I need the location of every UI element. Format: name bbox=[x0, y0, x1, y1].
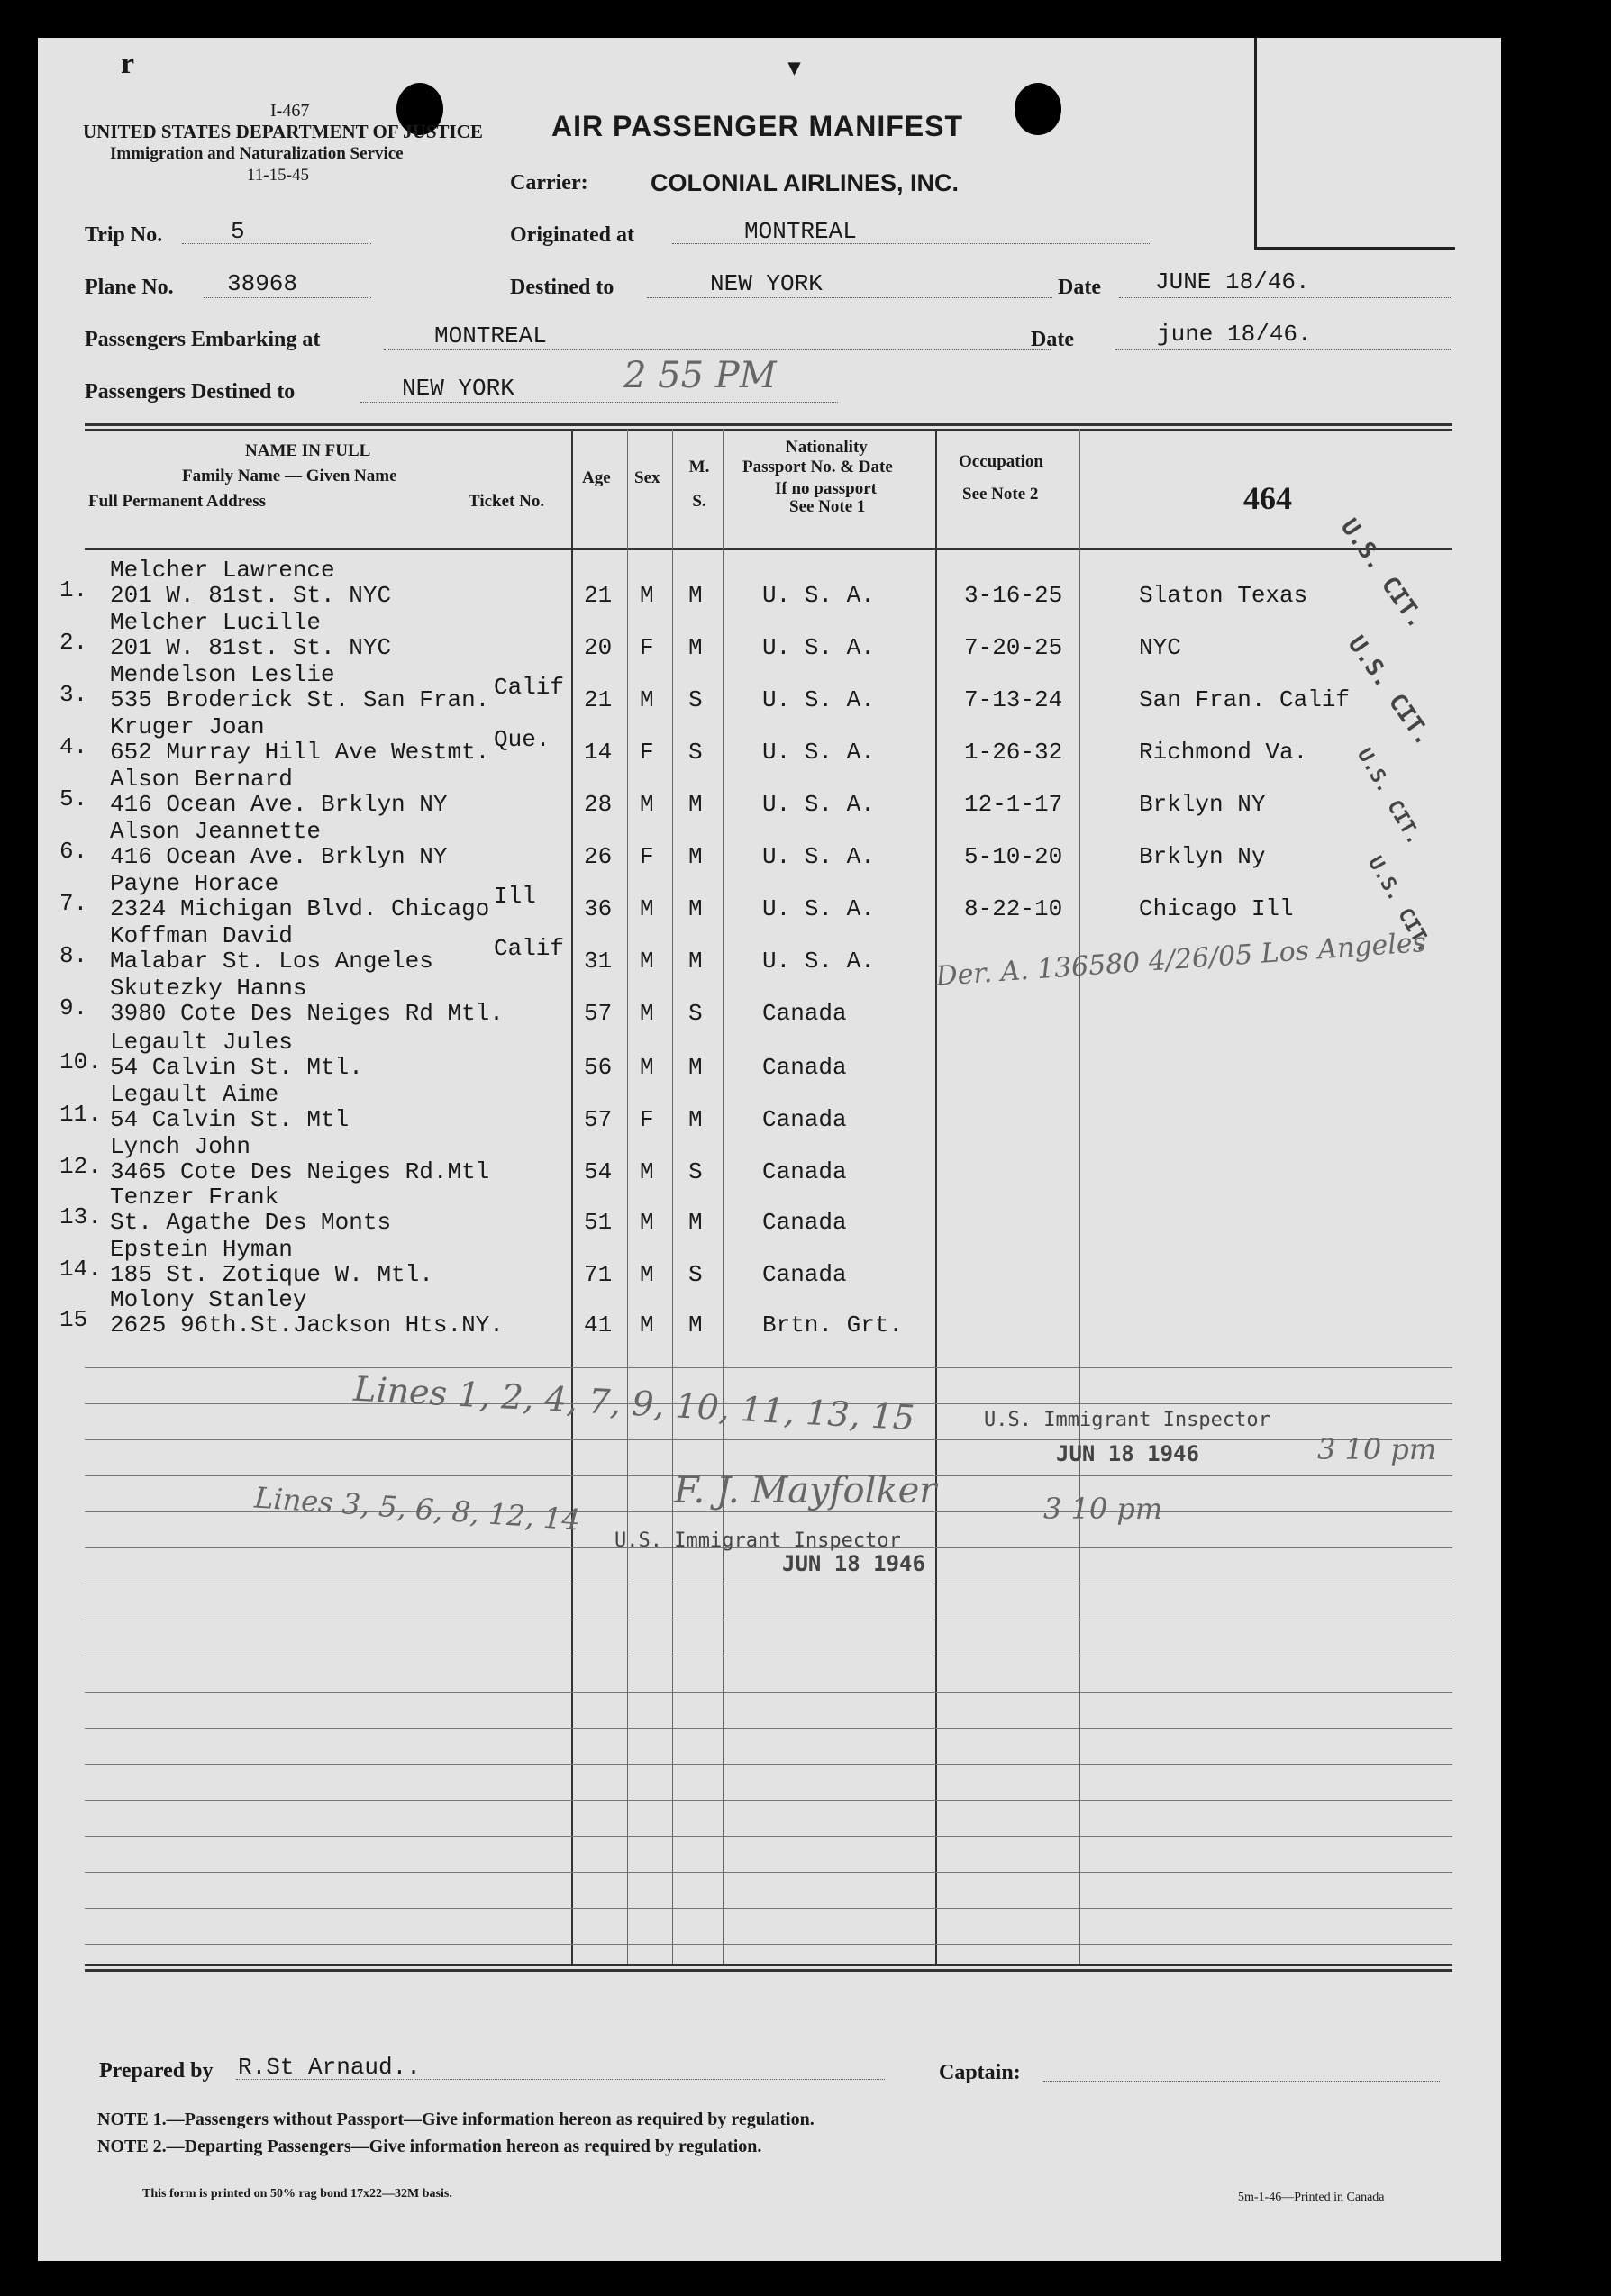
dest-pass-label: Passengers Destined to bbox=[85, 380, 296, 404]
passenger-address: 2324 Michigan Blvd. Chicago bbox=[110, 895, 490, 922]
passenger-marital: S bbox=[688, 686, 703, 713]
passenger-age: 56 bbox=[584, 1054, 613, 1081]
passenger-birth-date: 1-26-32 bbox=[964, 739, 1063, 766]
passenger-age: 54 bbox=[584, 1158, 613, 1185]
passenger-birth-place: Chicago Ill bbox=[1139, 895, 1294, 922]
date-value: JUNE 18/46. bbox=[1155, 268, 1310, 295]
dot-mark: ▾ bbox=[788, 54, 801, 80]
corner-mark: r bbox=[121, 47, 135, 80]
trip-label: Trip No. bbox=[85, 223, 163, 247]
row-number: 14. bbox=[59, 1256, 102, 1283]
form-date: 11-15-45 bbox=[247, 166, 309, 185]
passenger-sex: M bbox=[640, 791, 654, 818]
plane-value: 38968 bbox=[227, 270, 298, 297]
passenger-nationality: Canada bbox=[762, 1054, 847, 1081]
passenger-nationality: U. S. A. bbox=[762, 739, 875, 766]
passenger-address: 416 Ocean Ave. Brklyn NY bbox=[110, 843, 448, 870]
passenger-marital: M bbox=[688, 791, 703, 818]
passenger-birth-place: Brklyn NY bbox=[1139, 791, 1266, 818]
passenger-sex: M bbox=[640, 582, 654, 609]
passenger-nationality: U. S. A. bbox=[762, 895, 875, 922]
passenger-sex: M bbox=[640, 1311, 654, 1339]
passenger-age: 57 bbox=[584, 1000, 613, 1027]
note-2: NOTE 2.—Departing Passengers—Give information hereon as required by regulation. bbox=[97, 2137, 762, 2156]
passenger-marital: M bbox=[688, 634, 703, 661]
originated-label: Originated at bbox=[510, 223, 634, 247]
stamp-box bbox=[1254, 38, 1455, 250]
passenger-name: Skutezky Hanns bbox=[110, 975, 307, 1002]
ruled-line bbox=[85, 1692, 1452, 1693]
plane-label: Plane No. bbox=[85, 276, 174, 299]
passenger-nationality: Canada bbox=[762, 1106, 847, 1133]
destined-label: Destined to bbox=[510, 276, 614, 299]
passenger-age: 28 bbox=[584, 791, 613, 818]
passenger-marital: S bbox=[688, 1261, 703, 1288]
stamp-date-1: JUN 18 1946 bbox=[1056, 1441, 1199, 1466]
passenger-sex: M bbox=[640, 1209, 654, 1236]
passenger-nationality: U. S. A. bbox=[762, 582, 875, 609]
departure-time-note: 2 55 PM bbox=[623, 355, 777, 396]
row-number: 7. bbox=[59, 890, 88, 917]
row-number: 5. bbox=[59, 785, 88, 812]
manifest-page bbox=[38, 38, 1501, 2261]
col-name-h2: Family Name — Given Name bbox=[182, 467, 397, 486]
passenger-birth-date: 8-22-10 bbox=[964, 895, 1063, 922]
passenger-name: Mendelson Leslie bbox=[110, 661, 335, 688]
date-label: Date bbox=[1058, 276, 1101, 299]
passenger-age: 20 bbox=[584, 634, 613, 661]
passenger-birth-place: Brklyn Ny bbox=[1139, 843, 1266, 870]
prepared-label: Prepared by bbox=[99, 2059, 214, 2083]
passenger-state: Que. bbox=[494, 726, 551, 753]
page-number: 464 bbox=[1243, 480, 1292, 516]
passenger-state: Calif bbox=[494, 935, 565, 962]
passenger-name: Melcher Lucille bbox=[110, 609, 322, 636]
inspector-signature-2: F. J. Mayfolker bbox=[674, 1470, 937, 1511]
originated-value: MONTREAL bbox=[744, 218, 857, 245]
form-number: I-467 bbox=[270, 101, 310, 121]
passenger-sex: F bbox=[640, 739, 654, 766]
passenger-nationality: Brtn. Grt. bbox=[762, 1311, 904, 1339]
us-cit-stamp-1: U.S. CIT. bbox=[1334, 513, 1431, 634]
col-nat-3: If no passport bbox=[775, 479, 877, 498]
passenger-address: 3465 Cote Des Neiges Rd.Mtl bbox=[110, 1158, 490, 1185]
passenger-address: 185 St. Zotique W. Mtl. bbox=[110, 1261, 433, 1288]
passenger-nationality: U. S. A. bbox=[762, 686, 875, 713]
us-cit-stamp-2: U.S. CIT. bbox=[1342, 631, 1438, 751]
passenger-birth-place: NYC bbox=[1139, 634, 1181, 661]
ruled-line bbox=[85, 1728, 1452, 1729]
passenger-address: 652 Murray Hill Ave Westmt. bbox=[110, 739, 490, 766]
row-number: 3. bbox=[59, 681, 88, 708]
printed-note: This form is printed on 50% rag bond 17x22—32M basis. bbox=[142, 2187, 452, 2201]
ruled-line bbox=[85, 1800, 1452, 1801]
destined-value: NEW YORK bbox=[710, 270, 823, 297]
passenger-marital: S bbox=[688, 739, 703, 766]
stamp-date-2: JUN 18 1946 bbox=[782, 1551, 925, 1576]
punch-hole bbox=[1015, 83, 1061, 135]
row-number: 11. bbox=[59, 1101, 102, 1128]
passenger-sex: M bbox=[640, 948, 654, 975]
col-name-h3: Full Permanent Address bbox=[88, 492, 267, 511]
passenger-address: 201 W. 81st. St. NYC bbox=[110, 634, 392, 661]
passenger-sex: M bbox=[640, 1158, 654, 1185]
passenger-name: Payne Horace bbox=[110, 870, 279, 897]
passenger-age: 21 bbox=[584, 582, 613, 609]
passenger-address: St. Agathe Des Monts bbox=[110, 1209, 392, 1236]
passenger-sex: M bbox=[640, 1261, 654, 1288]
captain-label: Captain: bbox=[939, 2061, 1021, 2084]
passenger-state: Ill bbox=[494, 883, 536, 910]
passenger-marital: M bbox=[688, 895, 703, 922]
ruled-line bbox=[85, 1908, 1452, 1909]
col-nat-4: See Note 1 bbox=[789, 497, 866, 516]
passenger-marital: M bbox=[688, 948, 703, 975]
passenger-age: 51 bbox=[584, 1209, 613, 1236]
dest-pass-value: NEW YORK bbox=[402, 375, 514, 402]
date-value-2: june 18/46. bbox=[1157, 321, 1312, 348]
date-label-2: Date bbox=[1031, 328, 1074, 351]
passenger-state: Calif bbox=[494, 674, 565, 701]
time-note-1: 3 10 pm bbox=[1317, 1432, 1437, 1466]
passenger-age: 71 bbox=[584, 1261, 613, 1288]
row-number: 10. bbox=[59, 1048, 102, 1075]
passenger-age: 41 bbox=[584, 1311, 613, 1339]
col-nat-1: Nationality bbox=[786, 438, 868, 457]
row8-derivative-note: Der. A. 136580 4/26/05 Los Angeles bbox=[934, 927, 1428, 993]
passenger-sex: M bbox=[640, 895, 654, 922]
passenger-marital: M bbox=[688, 843, 703, 870]
passenger-name: Molony Stanley bbox=[110, 1286, 307, 1313]
passenger-address: Malabar St. Los Angeles bbox=[110, 948, 433, 975]
col-name-h1: NAME IN FULL bbox=[245, 441, 371, 460]
row-number: 15 bbox=[59, 1306, 88, 1333]
passenger-name: Koffman David bbox=[110, 922, 293, 949]
row-number: 4. bbox=[59, 733, 88, 760]
passenger-birth-date: 7-20-25 bbox=[964, 634, 1063, 661]
passenger-address: 201 W. 81st. St. NYC bbox=[110, 582, 392, 609]
col-nat-2: Passport No. & Date bbox=[742, 458, 893, 476]
prepared-value: R.St Arnaud.. bbox=[238, 2054, 421, 2081]
passenger-marital: M bbox=[688, 1311, 703, 1339]
passenger-name: Alson Jeannette bbox=[110, 818, 322, 845]
col-occ-2: See Note 2 bbox=[962, 485, 1039, 504]
passenger-name: Alson Bernard bbox=[110, 766, 293, 793]
embark-label: Passengers Embarking at bbox=[85, 328, 321, 351]
passenger-nationality: U. S. A. bbox=[762, 948, 875, 975]
lines-note-1: Lines 1, 2, 4, 7, 9, 10, 11, 13, 15 bbox=[352, 1368, 916, 1438]
passenger-name: Legault Aime bbox=[110, 1081, 279, 1108]
page-title: AIR PASSENGER MANIFEST bbox=[551, 110, 963, 142]
passenger-age: 36 bbox=[584, 895, 613, 922]
passenger-name: Kruger Joan bbox=[110, 713, 265, 740]
inspector-label-1: U.S. Immigrant Inspector bbox=[984, 1409, 1270, 1431]
passenger-nationality: U. S. A. bbox=[762, 634, 875, 661]
printed-right: 5m-1-46—Printed in Canada bbox=[1238, 2191, 1385, 2204]
passenger-nationality: Canada bbox=[762, 1000, 847, 1027]
passenger-birth-place: Slaton Texas bbox=[1139, 582, 1308, 609]
passenger-marital: M bbox=[688, 1209, 703, 1236]
department: UNITED STATES DEPARTMENT OF JUSTICE bbox=[83, 121, 483, 142]
passenger-sex: F bbox=[640, 843, 654, 870]
passenger-age: 21 bbox=[584, 686, 613, 713]
passenger-birth-place: San Fran. Calif bbox=[1139, 686, 1351, 713]
passenger-sex: M bbox=[640, 1054, 654, 1081]
passenger-birth-date: 12-1-17 bbox=[964, 791, 1063, 818]
passenger-birth-date: 5-10-20 bbox=[964, 843, 1063, 870]
passenger-address: 416 Ocean Ave. Brklyn NY bbox=[110, 791, 448, 818]
passenger-nationality: U. S. A. bbox=[762, 843, 875, 870]
passenger-nationality: Canada bbox=[762, 1158, 847, 1185]
passenger-marital: M bbox=[688, 1054, 703, 1081]
passenger-name: Lynch John bbox=[110, 1133, 251, 1160]
passenger-age: 57 bbox=[584, 1106, 613, 1133]
col-sex: Sex bbox=[634, 468, 660, 487]
row-number: 8. bbox=[59, 942, 88, 969]
embark-value: MONTREAL bbox=[434, 322, 547, 349]
passenger-name: Epstein Hyman bbox=[110, 1236, 293, 1263]
ruled-line bbox=[85, 1944, 1452, 1945]
passenger-name: Legault Jules bbox=[110, 1029, 293, 1056]
row-number: 6. bbox=[59, 838, 88, 865]
col-ticket: Ticket No. bbox=[469, 492, 545, 511]
passenger-name: Tenzer Frank bbox=[110, 1184, 279, 1211]
passenger-nationality: U. S. A. bbox=[762, 791, 875, 818]
passenger-address: 2625 96th.St.Jackson Hts.NY. bbox=[110, 1311, 504, 1339]
passenger-address: 54 Calvin St. Mtl bbox=[110, 1106, 350, 1133]
passenger-birth-date: 7-13-24 bbox=[964, 686, 1063, 713]
passenger-address: 54 Calvin St. Mtl. bbox=[110, 1054, 363, 1081]
trip-value: 5 bbox=[231, 218, 245, 245]
passenger-marital: S bbox=[688, 1158, 703, 1185]
passenger-address: 3980 Cote Des Neiges Rd Mtl. bbox=[110, 1000, 504, 1027]
passenger-sex: M bbox=[640, 686, 654, 713]
ruled-line bbox=[85, 1836, 1452, 1837]
passenger-birth-date: 3-16-25 bbox=[964, 582, 1063, 609]
passenger-address: 535 Broderick St. San Fran. bbox=[110, 686, 490, 713]
inspector-label-2: U.S. Immigrant Inspector bbox=[614, 1529, 901, 1552]
carrier-value: COLONIAL AIRLINES, INC. bbox=[651, 169, 960, 196]
passenger-age: 14 bbox=[584, 739, 613, 766]
passenger-marital: S bbox=[688, 1000, 703, 1027]
passenger-sex: F bbox=[640, 1106, 654, 1133]
passenger-nationality: Canada bbox=[762, 1209, 847, 1236]
passenger-age: 31 bbox=[584, 948, 613, 975]
passenger-sex: F bbox=[640, 634, 654, 661]
passenger-marital: M bbox=[688, 1106, 703, 1133]
us-cit-stamp-4: U.S. CIT. bbox=[1362, 852, 1437, 957]
carrier-label: Carrier: bbox=[510, 171, 588, 195]
ruled-line bbox=[85, 1764, 1452, 1765]
passenger-age: 26 bbox=[584, 843, 613, 870]
passenger-nationality: Canada bbox=[762, 1261, 847, 1288]
ruled-line bbox=[85, 1872, 1452, 1873]
row-number: 2. bbox=[59, 629, 88, 656]
row-number: 9. bbox=[59, 994, 88, 1021]
ruled-line bbox=[85, 1439, 1452, 1440]
service: Immigration and Naturalization Service bbox=[110, 144, 404, 163]
passenger-birth-place: Richmond Va. bbox=[1139, 739, 1308, 766]
passenger-name: Melcher Lawrence bbox=[110, 557, 335, 584]
row-number: 12. bbox=[59, 1153, 102, 1180]
col-age: Age bbox=[582, 468, 611, 487]
passenger-sex: M bbox=[640, 1000, 654, 1027]
row-number: 13. bbox=[59, 1203, 102, 1230]
passenger-marital: M bbox=[688, 582, 703, 609]
lines-note-2: Lines 3, 5, 6, 8, 12, 14 bbox=[253, 1480, 582, 1538]
col-occ-1: Occupation bbox=[959, 452, 1043, 471]
time-note-2: 3 10 pm bbox=[1043, 1492, 1163, 1526]
row-number: 1. bbox=[59, 576, 88, 603]
us-cit-stamp-3: U.S. CIT. bbox=[1352, 744, 1426, 849]
col-ms: M. S. bbox=[688, 458, 710, 511]
ruled-line bbox=[85, 1367, 1452, 1368]
note-1: NOTE 1.—Passengers without Passport—Give information hereon as required by regulation. bbox=[97, 2110, 815, 2129]
